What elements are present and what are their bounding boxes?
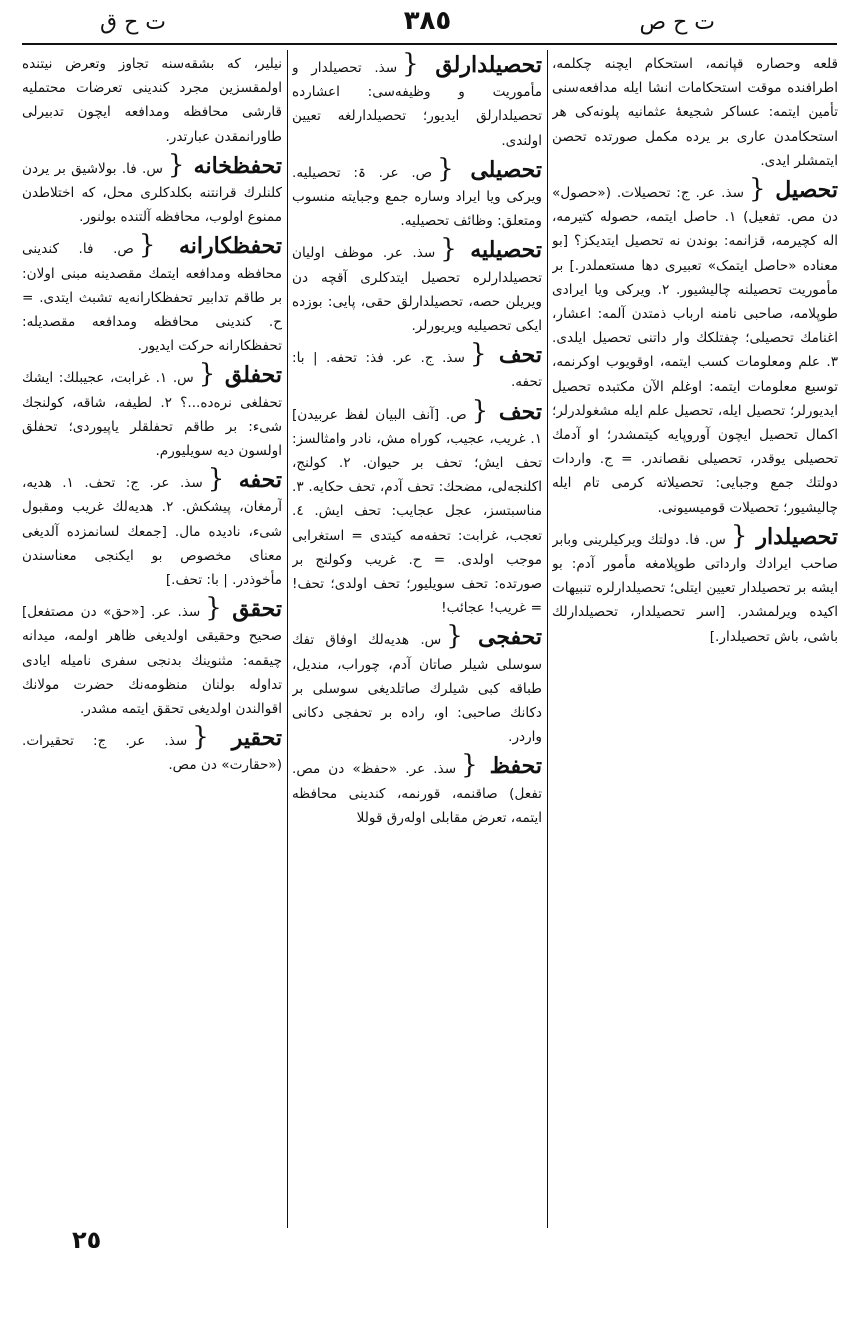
entry-definition: سذ. عر. «حفظ» دن مص. تفعل) صاقنمه، قورنمه، کندینی محافظه ایتمه، تعرض مقابلی اوله‌رق قوللا [292, 761, 542, 826]
entry-headword: تحفجی { [446, 624, 542, 650]
entry-headword: تحفظخانه { [168, 153, 282, 179]
dictionary-entry [22, 467, 282, 592]
entry-definition: سذ. عر. ج: تحقیرات. («حقارت» دن مص. [22, 733, 282, 774]
column-middle [292, 52, 542, 1226]
dictionary-entry [22, 153, 282, 230]
entry-headword: تحقق { [205, 596, 282, 622]
dictionary-entry [292, 624, 542, 749]
entry-definition: سذ. عر. [«حق» دن مصتفعل] صحیح وحقیقی اولدیغی ظاهر اولمه، میدانه چیقمه: مثنوینك بدنجی سفری نامیله ایادی تداوله بولنان منظومه‌نك حضرت مولانك اقوالندن اولدیغی تحقق ایتمه مشدر. [22, 604, 282, 718]
entry-headword: تحقیر { [192, 725, 282, 751]
entry-headword: تحف { [470, 342, 542, 368]
dictionary-entry [292, 237, 542, 338]
dictionary-entry [292, 342, 542, 394]
entry-headword: تحصیل { [749, 177, 838, 203]
entry-headword: تحفه { [208, 467, 282, 493]
header-left-guide: ت ح ق [100, 10, 166, 35]
entry-definition: سذ. تحصیلدار و مأموریت و وظیفه‌سی: اعشارده تحصیلدارلق ایدیور؛ تحصیلدارلغه تعیین اولندی. [292, 60, 542, 149]
dictionary-entry [292, 157, 542, 234]
dictionary-entry [22, 52, 282, 149]
entry-headword: تحصیلی { [437, 157, 542, 183]
entry-headword: تحفظکارانه { [139, 233, 282, 259]
dictionary-entry [292, 753, 542, 830]
page-header [20, 0, 835, 40]
entry-definition: ص. عر. ۃ: تحصیلیه. ویرکی ویا ایراد وساره جمع وجبایته منسوب ومتعلق: وظائف تحصیلیه. [292, 164, 542, 230]
entry-headword: تحفظ { [461, 753, 542, 779]
dictionary-entry [22, 362, 282, 463]
entry-definition: ص. فا. کندینی محافظه ومدافعه ایتمك مقصدینه مبنی اولان: بر طاقم تدابیر تحفظکارانه‌یه تشبث ایتدی. = ح. کندینی محافظه ومدافعه مقصدیله: تحفظکارانه حرکت ایدیور. [22, 241, 282, 355]
entry-definition: نیلیر، که بشقه‌سنه تجاوز وتعرض نیتنده اولمقسزین مجرد کندینی تعرضات محتملیه قارشی محافظه ومدافعه ایچون تدبیرلی طاورانمقدن عبارتدر. [22, 56, 282, 145]
dictionary-entry [552, 524, 838, 649]
dictionary-entry [292, 399, 542, 621]
entry-headword: تحفلق { [199, 362, 282, 388]
entry-definition: سذ. عر. موظف اولیان تحصیلدارلره تحصیل ایتدکلری آقچه دن ویریلن حصه، تحصیلدارلق حقی، پایی: بوزده ایکی تحصیلیه ویریورلر. [292, 245, 542, 335]
header-rule [22, 43, 837, 45]
dictionary-entry [22, 233, 282, 358]
page-number: ٣٨٥ [403, 6, 452, 36]
column-divider-right [547, 50, 548, 1228]
dictionary-entry [22, 596, 282, 721]
column-right [552, 52, 838, 1226]
entry-headword: تحصیلیه { [440, 237, 542, 263]
column-divider-left [287, 50, 288, 1228]
entry-definition: سذ. عر. ج: تحصیلات. («حصول» دن مص. تفعیل) ۱. حاصل ایتمه، حصوله کتیرمه، اله کچیرمه، قزانمه: بوندن نه تحصیل ایتدیکز؟ [بو معناده «حاصل ایتمک» تعبیری دها مستعملدر.] بر مأموریت تحصیلنه چالیشیور. ۲. ویرکی ویا ایرادی طوپلامه، صاحبی نامنه ارباب ذمتدن آلمه: اعشار، اغنامك تحصیلی؛ چفتلکك وار داتنی تحصیل ایلدی. ۳. علم ومعلومات کسب ایتمه، اوقویوب اوکرنمه، توسیع معلومات ایتمه: اوغلم الآن مکتبده تحصیل ایدیورلر؛ تحصیل ایله، تحصیل علم ایله مشغولدرلر؛ اکمال تحصیل ایچون آوروپایه کیتمشدر؛ او آدمك تحصیلی یوقدر، تحصیلی نقصاندر. = ج. واردات دولتك جمع وجبایی: تحصیلاته کرمی تام ایله چالیشیور؛ تحصیلات قومیسیونی. [552, 185, 838, 516]
entry-definition: س. فا. بولاشیق بر یردن کلنلرك قرانتنه بکلدکلری محل، که اختلاطدن ممنوع اولوب، محافظه آلتنده بولنور. [22, 160, 282, 226]
entry-headword: تحصیلدار { [731, 524, 838, 550]
dictionary-entry [22, 725, 282, 777]
entry-definition: سذ. ج. عر. فذ: تحفه. | با: تحفه. [292, 350, 542, 391]
signature-mark: ٢٥ [72, 1226, 102, 1254]
header-right-guide: ت ح ص [639, 10, 715, 35]
dictionary-entry [552, 177, 838, 520]
entry-headword: تحف { [472, 399, 542, 425]
entry-definition: ص. [آنف البیان لفظ عربیدن] ۱. غریب، عجیب، کوراه مش، نادر وامثالسز: تحف ایش؛ تحف بر حیوان. ۲. کولنج، اکلنجه‌لی، مضحك: تحف آدم، تحف حکایه. ۳. مناسبتسز، عجل عجایب: تحف ایش. ٤. تعجب، غرابت: تحفه‌مه کیتدی = استغرابی موجب اولدی. = ح. غریب وکولنج بر صورتده: تحف سویلیور؛ تحف اولدی؛ تحف! = غریب! عجائب! [292, 406, 542, 617]
entry-headword: تحصیلدارلق { [402, 52, 542, 78]
entry-definition: س. ۱. غرابت، عجیبلك: ایشك تحفلغی نره‌ده...؟ ۲. لطیفه، شاقه، کولنجك شیء: بر طاقم تحفلقلر یاپیوردی؛ تحفلق اولسون دیه سویلیورم. [22, 370, 282, 460]
entry-definition: قلعه وحصاره قپانمه، استحکام ایچنه چکلمه، اطرافنده موقت استحکامات انشا ایله مدافعه‌سنی تأمین ایتمه: عساکر شجیعهٔ عثمانیه پلونه‌کی هر استحکامدن عاری بر یرده مکمل صورتده تحصن ایتمشلر ایدی. [552, 56, 838, 169]
dictionary-entry [552, 52, 838, 173]
dictionary-entry [292, 52, 542, 153]
column-left [22, 52, 282, 1226]
entry-definition: سذ. عر. ج: تحف. ۱. هدیه، آرمغان، پیشکش. ۲. هدیه‌لك غریب ومقبول شیء، نادیده مال. [جمعك لسانمزده آلدیغی معنای مخصوص بو ایکنجی معناسندن مأخوذدر. | با: تحف.] [22, 475, 282, 589]
entry-definition: س. فا. دولتك ویرکیلرینی وبابر صاحب ایرادك وارداتی طوپلامغه مأمور آدم: بو ایشه بر تحصیلدار تعیین ایتلی؛ تحصیلدارلره تنبیهات اکیده ویرلمشدر. [اسر تحصیلدار، تحصیلدارلك باشی، باش تحصیلدار.] [552, 531, 838, 645]
entry-definition: س. هدیه‌لك اوفاق تفك سوسلی شیلر صاتان آدم، چوراب، مندیل، طباقه کبی شیلرك صاتلدیغی سوسلی بر دکانك صاحبی: او، راده بر تحفجی دکانی واردر. [292, 632, 542, 746]
